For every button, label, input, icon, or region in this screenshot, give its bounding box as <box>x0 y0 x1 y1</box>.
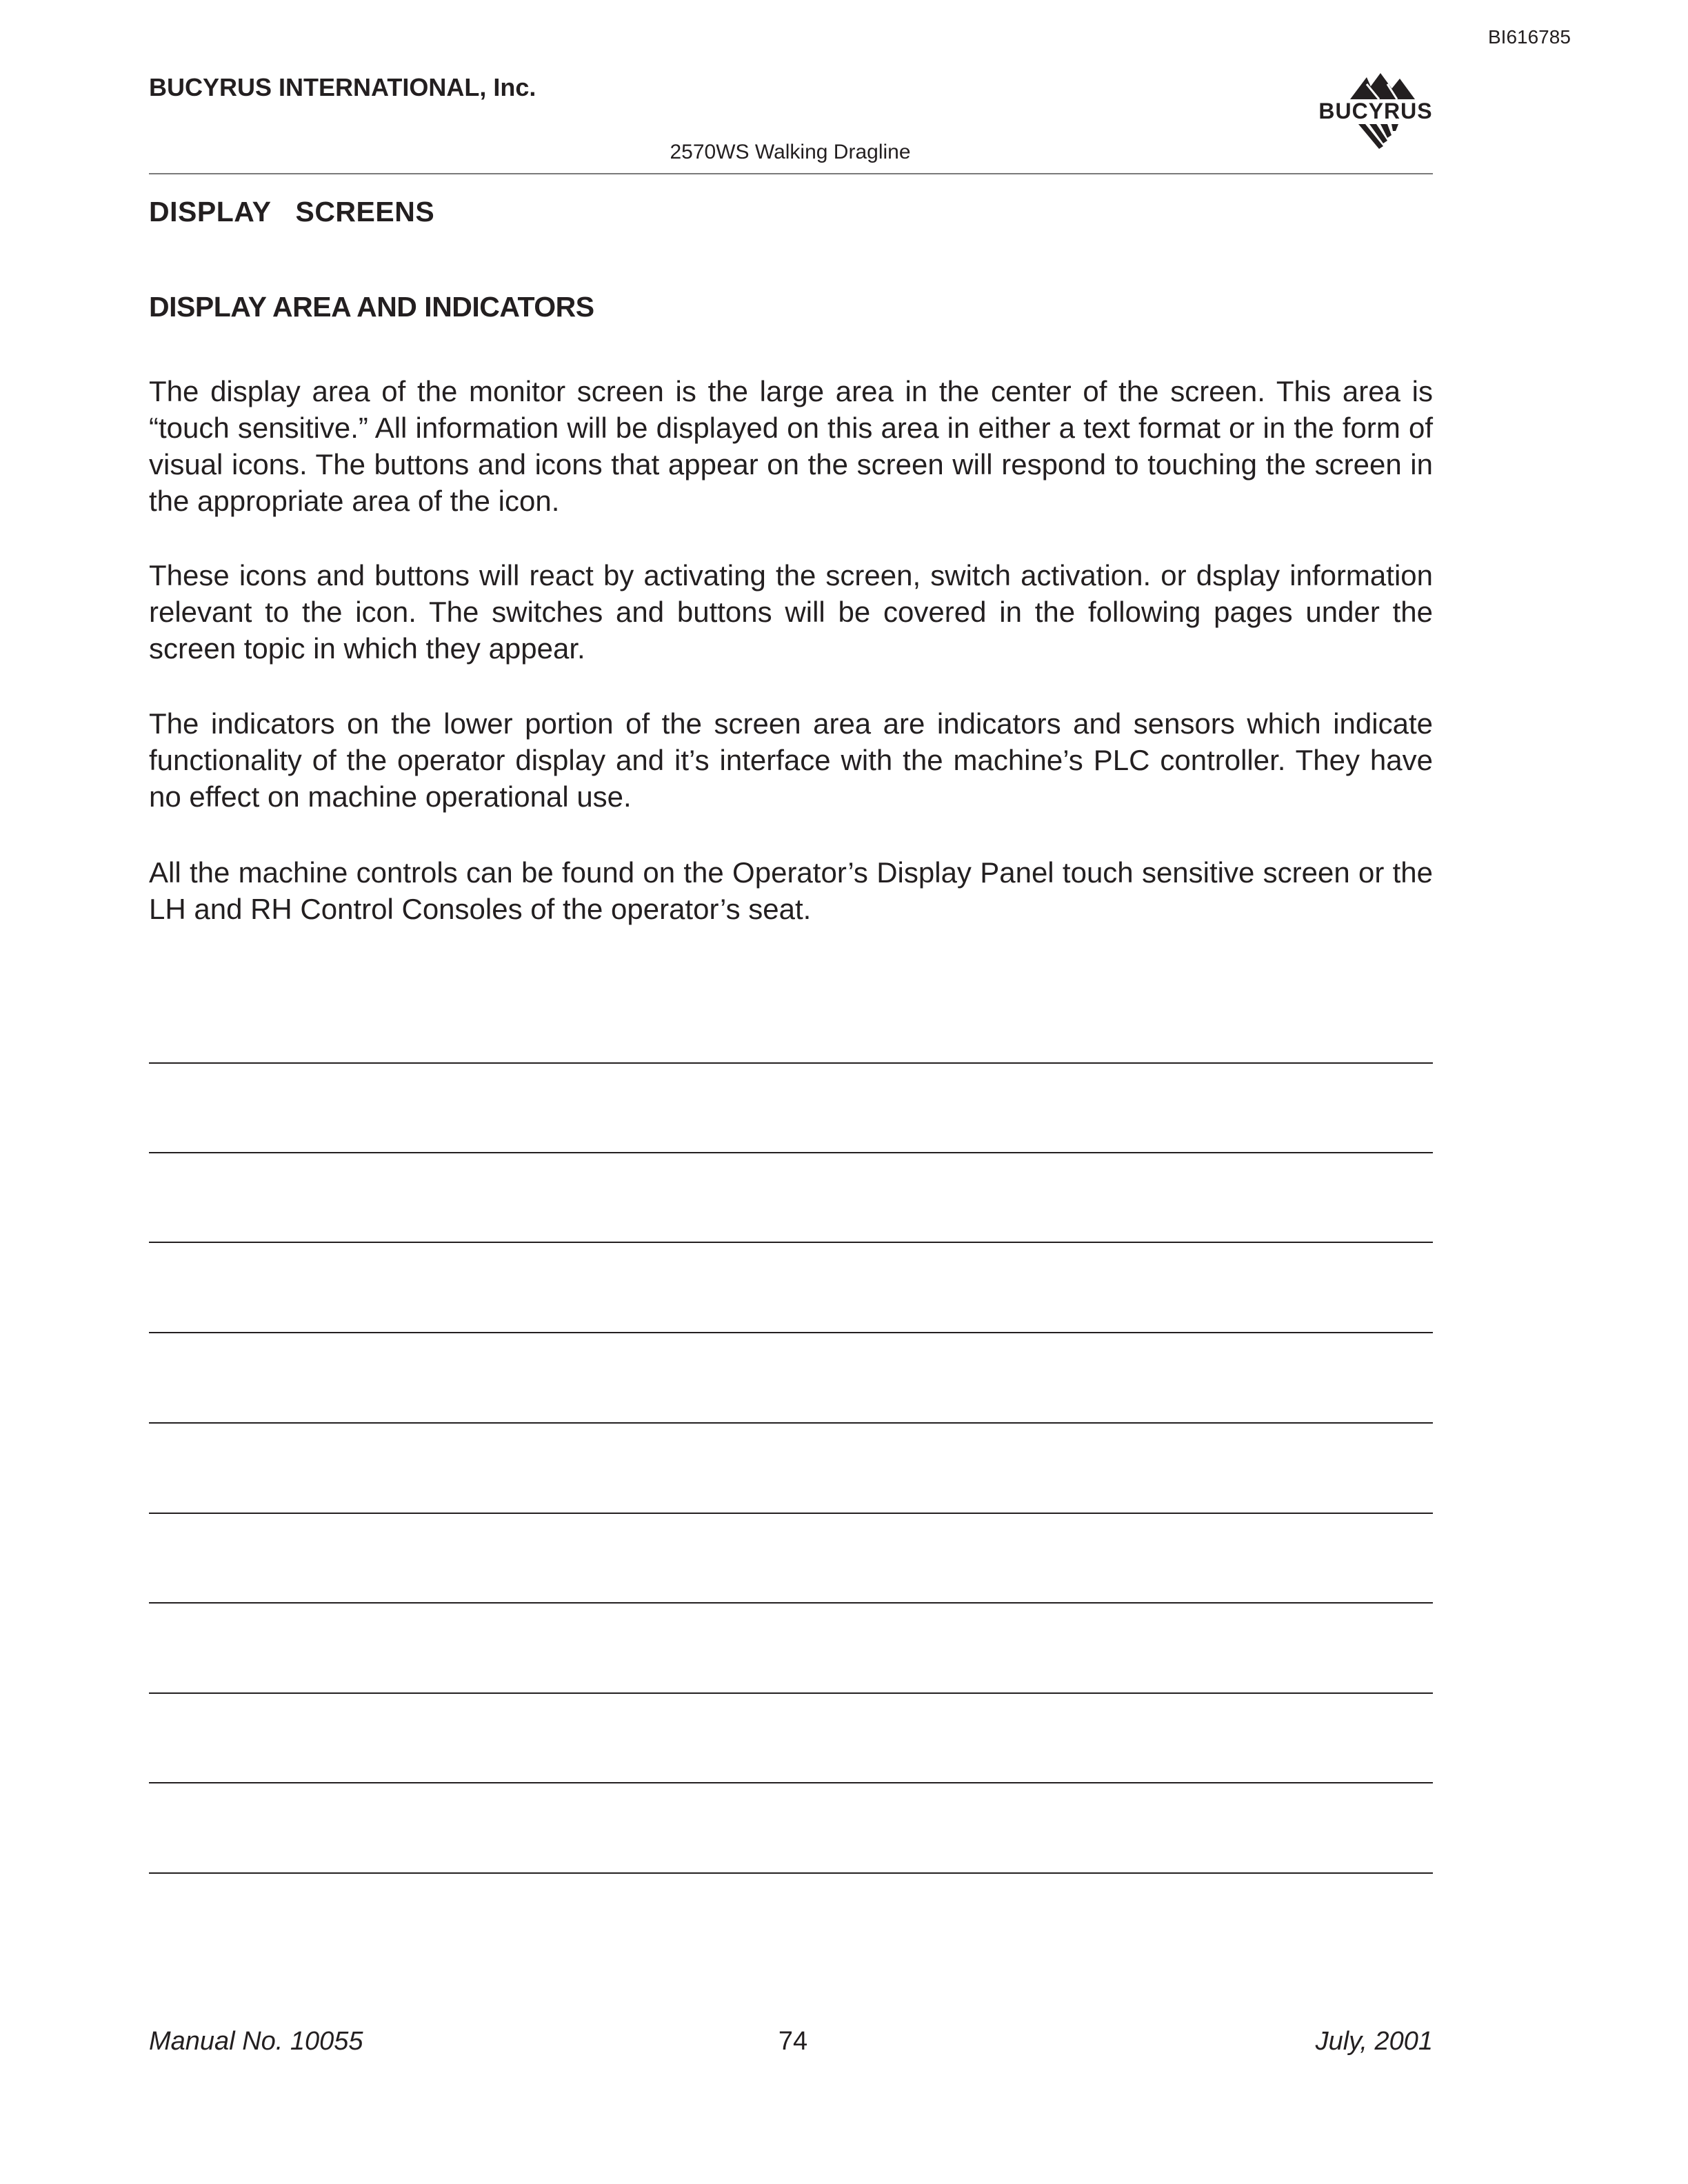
note-line <box>149 1152 1433 1153</box>
subsection-title: DISPLAY AREA AND INDICATORS <box>149 291 594 323</box>
document-subtitle: 2570WS Walking Dragline <box>670 141 911 163</box>
paragraph-indicators: The indicators on the lower portion of the screen area are indicators and sensors which indicate functionality of the operator display and it’s interface with the machine’s PLC controller. They have no effect on machine operational use. <box>149 707 1433 813</box>
paragraph-icons-buttons: These icons and buttons will react by activating the screen, switch activation. or dsplay information relevant to the icon. The switches and buttons will be covered in the following pages under the screen topic in which they appear. <box>149 559 1433 665</box>
paragraph-display-area: The display area of the monitor screen is the large area in the center of the screen. This area is “touch sensitive.” All information will be displayed on this area in either a text format or in the form of visual icons. The buttons and icons that appear on the screen will respond to touching the screen in the appropriate area of the icon. <box>149 375 1433 517</box>
footer-date: July, 2001 <box>1315 2027 1433 2056</box>
document-id: BI616785 <box>1488 26 1571 48</box>
paragraph-machine-controls: All the machine controls can be found on the Operator’s Display Panel touch sensitive screen or the LH and RH Control Consoles of the operator’s seat. <box>149 856 1433 925</box>
note-line <box>149 1602 1433 1604</box>
note-line <box>149 1872 1433 1874</box>
note-line <box>149 1692 1433 1694</box>
section-title: DISPLAY SCREENS <box>149 196 435 228</box>
bucyrus-logo <box>1310 69 1441 152</box>
note-line <box>149 1782 1433 1783</box>
logo-wordmark: BUCYRUS <box>1318 99 1433 123</box>
company-name: BUCYRUS INTERNATIONAL, Inc. <box>149 73 536 101</box>
footer-page-number: 74 <box>778 2027 808 2056</box>
footer-manual-number: Manual No. 10055 <box>149 2027 363 2056</box>
logo-stripe-4 <box>1391 124 1398 131</box>
note-line <box>149 1332 1433 1333</box>
note-line <box>149 1422 1433 1424</box>
note-line <box>149 1513 1433 1514</box>
note-line <box>149 1062 1433 1064</box>
note-line <box>149 1242 1433 1243</box>
header-rule <box>149 173 1433 174</box>
